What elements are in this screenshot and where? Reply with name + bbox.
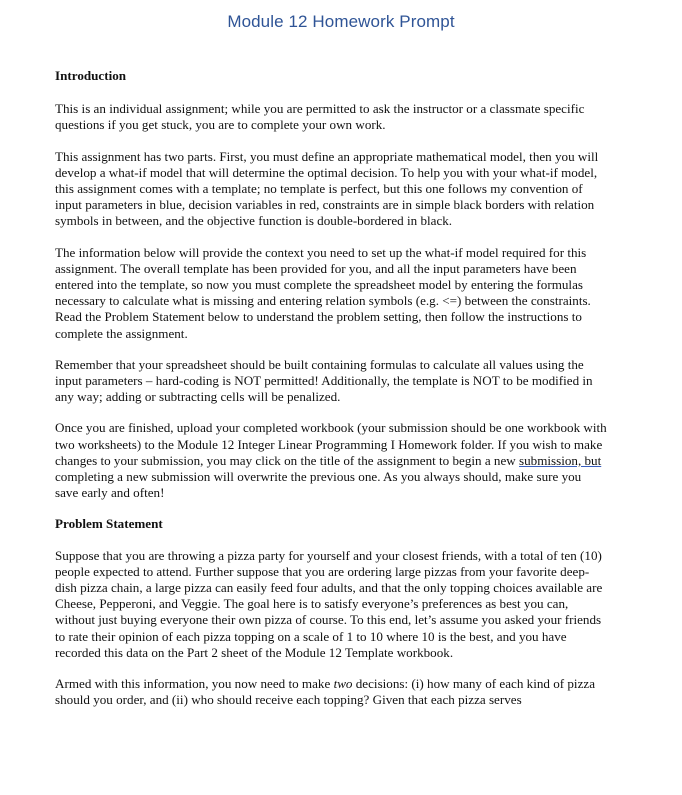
section-heading-problem-statement: Problem Statement (55, 516, 163, 532)
document-title: Module 12 Homework Prompt (227, 12, 455, 31)
intro-paragraph-3: The information below will provide the context you need to set up the what-if model required for this assignment. The overall template has been provided for you, and all the input parameters have been entered into the template, so now you must complete the spreadsheet model by entering the formulas necessary to calculate what is missing and entering relation symbols (e.g. <=) between the constraints. Read the Problem Statement below to understand the problem setting, then follow the instructions to complete the assignment. (55, 244, 591, 341)
problem-paragraph-1: Suppose that you are throwing a pizza party for yourself and your closest friends, with a total of ten (10) people expected to attend. Further suppose that you are ordering large pizzas from your favorite deep-dish pizza chain, a large pizza can easily feed four adults, and that the only topping choices available are Cheese, Pepperoni, and Veggie. The goal here is to satisfy everyone’s preferences as best you can, without just buying everyone their own pizza of course. To this end, let’s assume you asked your friends to rate their opinion of each pizza topping on a scale of 1 to 10 where 10 is the best, and you have recorded this data on the Part 2 sheet of the Module 12 Template workbook. (55, 547, 603, 660)
italic-emphasis: two (333, 676, 353, 692)
intro-paragraph-1: This is an individual assignment; while you are permitted to ask the instructor or a classmate specific questions if you get stuck, you are to complete your own work. (55, 101, 585, 133)
problem-paragraph-2-text-b: decisions: (i) how many of each kind of pizza should you order, and (ii) who should receive each topping? Given that each pizza serves (55, 676, 596, 708)
intro-paragraph-5 (55, 420, 607, 501)
spellcheck-underlined-text: submission, but (519, 452, 602, 468)
document-body (55, 68, 607, 724)
intro-paragraph-5-text-a: Once you are finished, upload your completed workbook (your submission should be one workbook with two worksheets) to the Module 12 Integer Linear Programming I Homework folder. If you wish to make changes to your submission, you may click on the title of the assignment to begin a new (55, 420, 607, 468)
intro-paragraph-2: This assignment has two parts. First, you must define an appropriate mathematical model, then you will develop a what-if model that will determine the optimal decision. To help you with your what-if model, this assignment comes with a template; no template is perfect, but this one follows my convention of input parameters in blue, decision variables in red, constraints are in simple black borders with relation symbols in between, and the objective function is double-bordered in black. (55, 148, 599, 229)
problem-paragraph-2 (55, 676, 607, 708)
section-heading-introduction: Introduction (55, 68, 127, 83)
intro-paragraph-5-text-b: completing a new submission will overwrite the previous one. As you always should, make sure you save early and often! (55, 469, 582, 501)
problem-paragraph-2-text-a: Armed with this information, you now need to make (55, 676, 334, 692)
intro-paragraph-4: Remember that your spreadsheet should be built containing formulas to calculate all values using the input parameters – hard-coding is NOT permitted! Additionally, the template is NOT to be modified in any way; adding or subtracting cells will be penalized. (55, 356, 593, 405)
